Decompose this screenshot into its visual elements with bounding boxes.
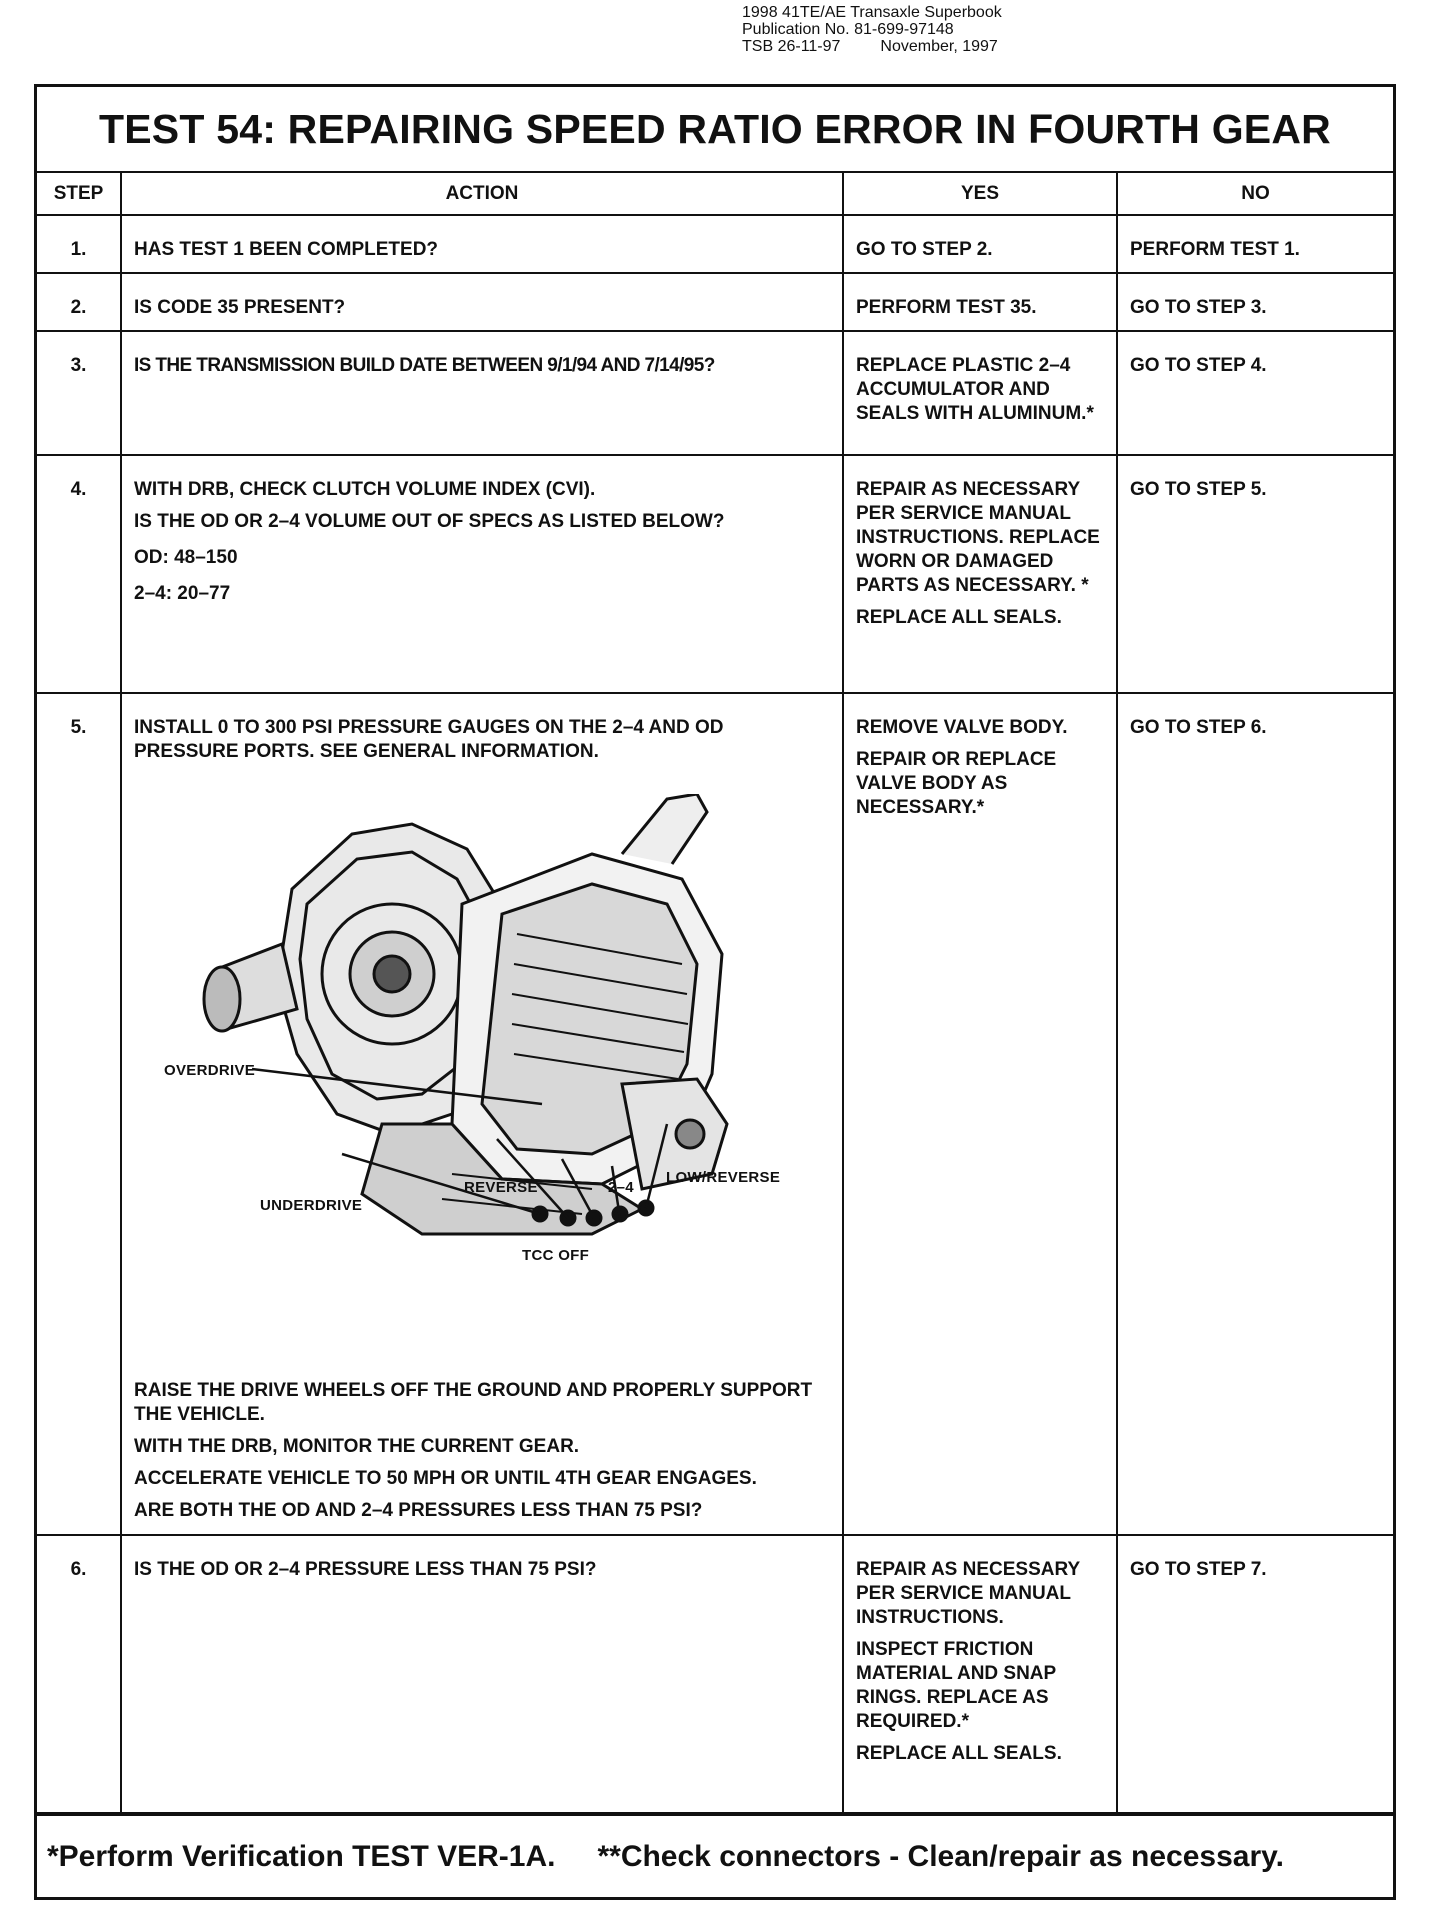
step-yes [843,273,1117,331]
label-low-reverse: LOW/REVERSE [666,1169,781,1186]
table-row [37,455,1393,693]
action-text: HAS TEST 1 BEEN COMPLETED? [134,239,439,260]
yes-text: REPAIR AS NECESSARY PER SERVICE MANUAL INSTRUCTIONS. [856,1559,1080,1628]
action-text: WITH THE DRB, MONITOR THE CURRENT GEAR. [134,1436,580,1457]
action-text: WITH DRB, CHECK CLUTCH VOLUME INDEX (CVI). [134,479,596,500]
action-text: INSTALL 0 TO 300 PSI PRESSURE GAUGES ON THE 2–4 AND OD PRESSURE PORTS. SEE GENERAL INFORMATION. [134,717,724,762]
action-text: IS THE OD OR 2–4 PRESSURE LESS THAN 75 PSI? [134,1559,597,1580]
step-yes [843,331,1117,455]
yes-text: GO TO STEP 2. [856,239,993,260]
col-header-step: STEP [37,173,121,215]
header-line-3 [742,38,1302,55]
yes-text: REPAIR AS NECESSARY PER SERVICE MANUAL INSTRUCTIONS. REPLACE WORN OR DAMAGED PARTS AS NECESSARY. * [856,479,1100,596]
action-text: ACCELERATE VEHICLE TO 50 MPH OR UNTIL 4TH GEAR ENGAGES. [134,1468,757,1489]
action-text: IS THE OD OR 2–4 VOLUME OUT OF SPECS AS LISTED BELOW? [134,511,725,532]
step-action [121,1535,843,1813]
step-yes [843,215,1117,273]
step-number: 5. [37,693,121,1535]
table-row [37,331,1393,455]
label-underdrive: UNDERDRIVE [260,1197,363,1214]
col-header-no: NO [1117,173,1393,215]
step-action [121,331,843,455]
label-reverse: REVERSE [464,1179,538,1196]
col-header-action: ACTION [121,173,843,215]
yes-text: REPAIR OR REPLACE VALVE BODY AS NECESSARY.* [856,749,1057,818]
table-row [37,693,1393,1535]
action-text: RAISE THE DRIVE WHEELS OFF THE GROUND AND PROPERLY SUPPORT THE VEHICLE. [134,1380,813,1425]
label-2-4: 2–4 [608,1179,634,1196]
step-number: 3. [37,331,121,455]
step-no [1117,331,1393,455]
step-yes [843,455,1117,693]
footer-note-verification: *Perform Verification TEST VER-1A. [47,1839,556,1873]
label-tcc-off: TCC OFF [522,1247,590,1264]
action-text: OD: 48–150 [134,547,238,568]
step-no [1117,455,1393,693]
test-sheet [34,84,1396,1900]
table-row [37,273,1393,331]
footer-notes [37,1813,1393,1897]
action-text: IS CODE 35 PRESENT? [134,297,346,318]
step-yes [843,693,1117,1535]
step-number: 2. [37,273,121,331]
tsb-date: November, 1997 [880,38,998,55]
transmission-pressure-ports-figure [122,794,822,1369]
yes-text: INSPECT FRICTION MATERIAL AND SNAP RINGS. REPLACE AS REQUIRED.* [856,1639,1056,1732]
no-text: PERFORM TEST 1. [1130,239,1300,260]
table-header-row [37,173,1393,215]
step-no [1117,215,1393,273]
step-number: 1. [37,215,121,273]
label-overdrive: OVERDRIVE [164,1062,256,1079]
step-yes [843,1535,1117,1813]
tsb-number: TSB 26-11-97 [742,38,841,55]
no-text: GO TO STEP 4. [1130,355,1267,376]
yes-text: REPLACE ALL SEALS. [856,1743,1062,1764]
table-row [37,1535,1393,1813]
step-number: 4. [37,455,121,693]
header-line-2: Publication No. 81-699-97148 [742,21,954,38]
action-text: IS THE TRANSMISSION BUILD DATE BETWEEN 9/1/94 AND 7/14/95? [134,355,715,376]
yes-text: REPLACE ALL SEALS. [856,607,1062,628]
step-no [1117,693,1393,1535]
step-number: 6. [37,1535,121,1813]
footer-note-connectors: **Check connectors - Clean/repair as necessary. [597,1839,1284,1873]
test-title: TEST 54: REPAIRING SPEED RATIO ERROR IN FOURTH GEAR [37,87,1393,173]
yes-text: PERFORM TEST 35. [856,297,1037,318]
yes-text: REPLACE PLASTIC 2–4 ACCUMULATOR AND SEALS WITH ALUMINUM.* [856,355,1094,424]
document-header [742,4,1302,55]
step-action [121,693,843,1535]
step-no [1117,273,1393,331]
table-row [37,215,1393,273]
no-text: GO TO STEP 5. [1130,479,1267,500]
diagnostic-steps-table [37,173,1393,1814]
header-line-1: 1998 41TE/AE Transaxle Superbook [742,4,1002,21]
step-action [121,215,843,273]
col-header-yes: YES [843,173,1117,215]
step-action [121,273,843,331]
step-no [1117,1535,1393,1813]
yes-text: REMOVE VALVE BODY. [856,717,1068,738]
no-text: GO TO STEP 6. [1130,717,1267,738]
action-text: ARE BOTH THE OD AND 2–4 PRESSURES LESS THAN 75 PSI? [134,1500,703,1521]
no-text: GO TO STEP 3. [1130,297,1267,318]
no-text: GO TO STEP 7. [1130,1559,1267,1580]
action-text: 2–4: 20–77 [134,583,231,604]
step-action [121,455,843,693]
